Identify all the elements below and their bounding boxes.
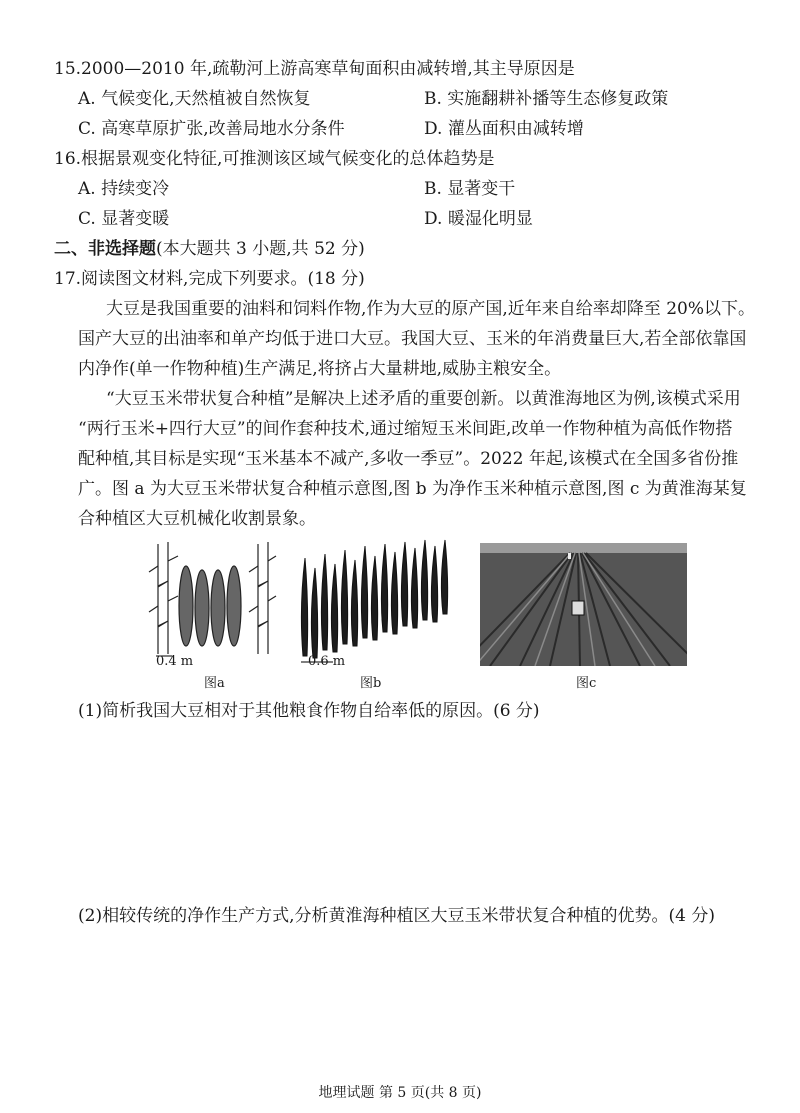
q17-para1-line1: 大豆是我国重要的油料和饲料作物,作为大豆的原产国,近年来自给率却降至 20%以下。: [106, 299, 755, 319]
q15-option-c: C. 高寒草原扩张,改善局地水分条件: [78, 119, 345, 139]
q17-para1-line2: 国产大豆的出油率和单产均低于进口大豆。我国大豆、玉米的年消费量巨大,若全部依靠国: [78, 329, 747, 349]
q15-option-d: D. 灌丛面积由减转增: [424, 119, 584, 139]
q17-para2-line3: 配种植,其目标是实现“玉米基本不减产,多收一季豆”。2022 年起,该模式在全国多省份推: [78, 449, 739, 469]
q16-stem: 16.根据景观变化特征,可推测该区域气候变化的总体趋势是: [54, 149, 495, 169]
q15-stem: 15.2000—2010 年,疏勒河上游高寒草甸面积由减转增,其主导原因是: [54, 59, 575, 79]
q16-option-b: B. 显著变干: [424, 179, 516, 199]
figure-b-width-label: 0.6 m: [308, 654, 346, 669]
q17-subquestion-1: (1)简析我国大豆相对于其他粮食作物自给率低的原因。(6 分): [78, 701, 540, 721]
q15-option-a: A. 气候变化,天然植被自然恢复: [78, 89, 311, 109]
section-heading: [54, 238, 365, 260]
figure-c-photo: [480, 543, 687, 666]
q17-para2-line2: “两行玉米+四行大豆”的间作套种技术,通过缩短玉米间距,改单一作物种植为高低作物搭: [78, 419, 733, 439]
q17-para2-line5: 合种植区大豆机械化收割景象。: [78, 509, 316, 529]
figure-b-illustration: [293, 538, 453, 666]
figure-a-illustration: [148, 536, 278, 666]
q15-option-b: B. 实施翻耕补播等生态修复政策: [424, 89, 669, 109]
q16-option-c: C. 显著变暖: [78, 209, 170, 229]
page-footer: 地理试题 第 5 页(共 8 页): [318, 1085, 482, 1101]
q17-subquestion-2: (2)相较传统的净作生产方式,分析黄淮海种植区大豆玉米带状复合种植的优势。(4 分): [78, 906, 715, 926]
section-title: 二、非选择题: [54, 239, 156, 259]
figure-a-width-label: 0.4 m: [156, 654, 194, 669]
q17-para1-line3: 内净作(单一作物种植)生产满足,将挤占大量耕地,威胁主粮安全。: [78, 359, 562, 379]
q16-option-d: D. 暖湿化明显: [424, 209, 533, 229]
section-note: (本大题共 3 小题,共 52 分): [156, 239, 365, 259]
figure-c-caption: 图c: [576, 676, 597, 691]
q17-para2-line4: 广。图 a 为大豆玉米带状复合种植示意图,图 b 为净作玉米种植示意图,图 c 为黄淮海某复: [78, 479, 747, 499]
q16-option-a: A. 持续变冷: [78, 179, 170, 199]
q17-stem: 17.阅读图文材料,完成下列要求。(18 分): [54, 269, 365, 289]
q17-para2-line1: “大豆玉米带状复合种植”是解决上述矛盾的重要创新。以黄淮海地区为例,该模式采用: [106, 389, 741, 409]
figure-b-caption: 图b: [360, 676, 382, 691]
figure-a-caption: 图a: [204, 676, 225, 691]
